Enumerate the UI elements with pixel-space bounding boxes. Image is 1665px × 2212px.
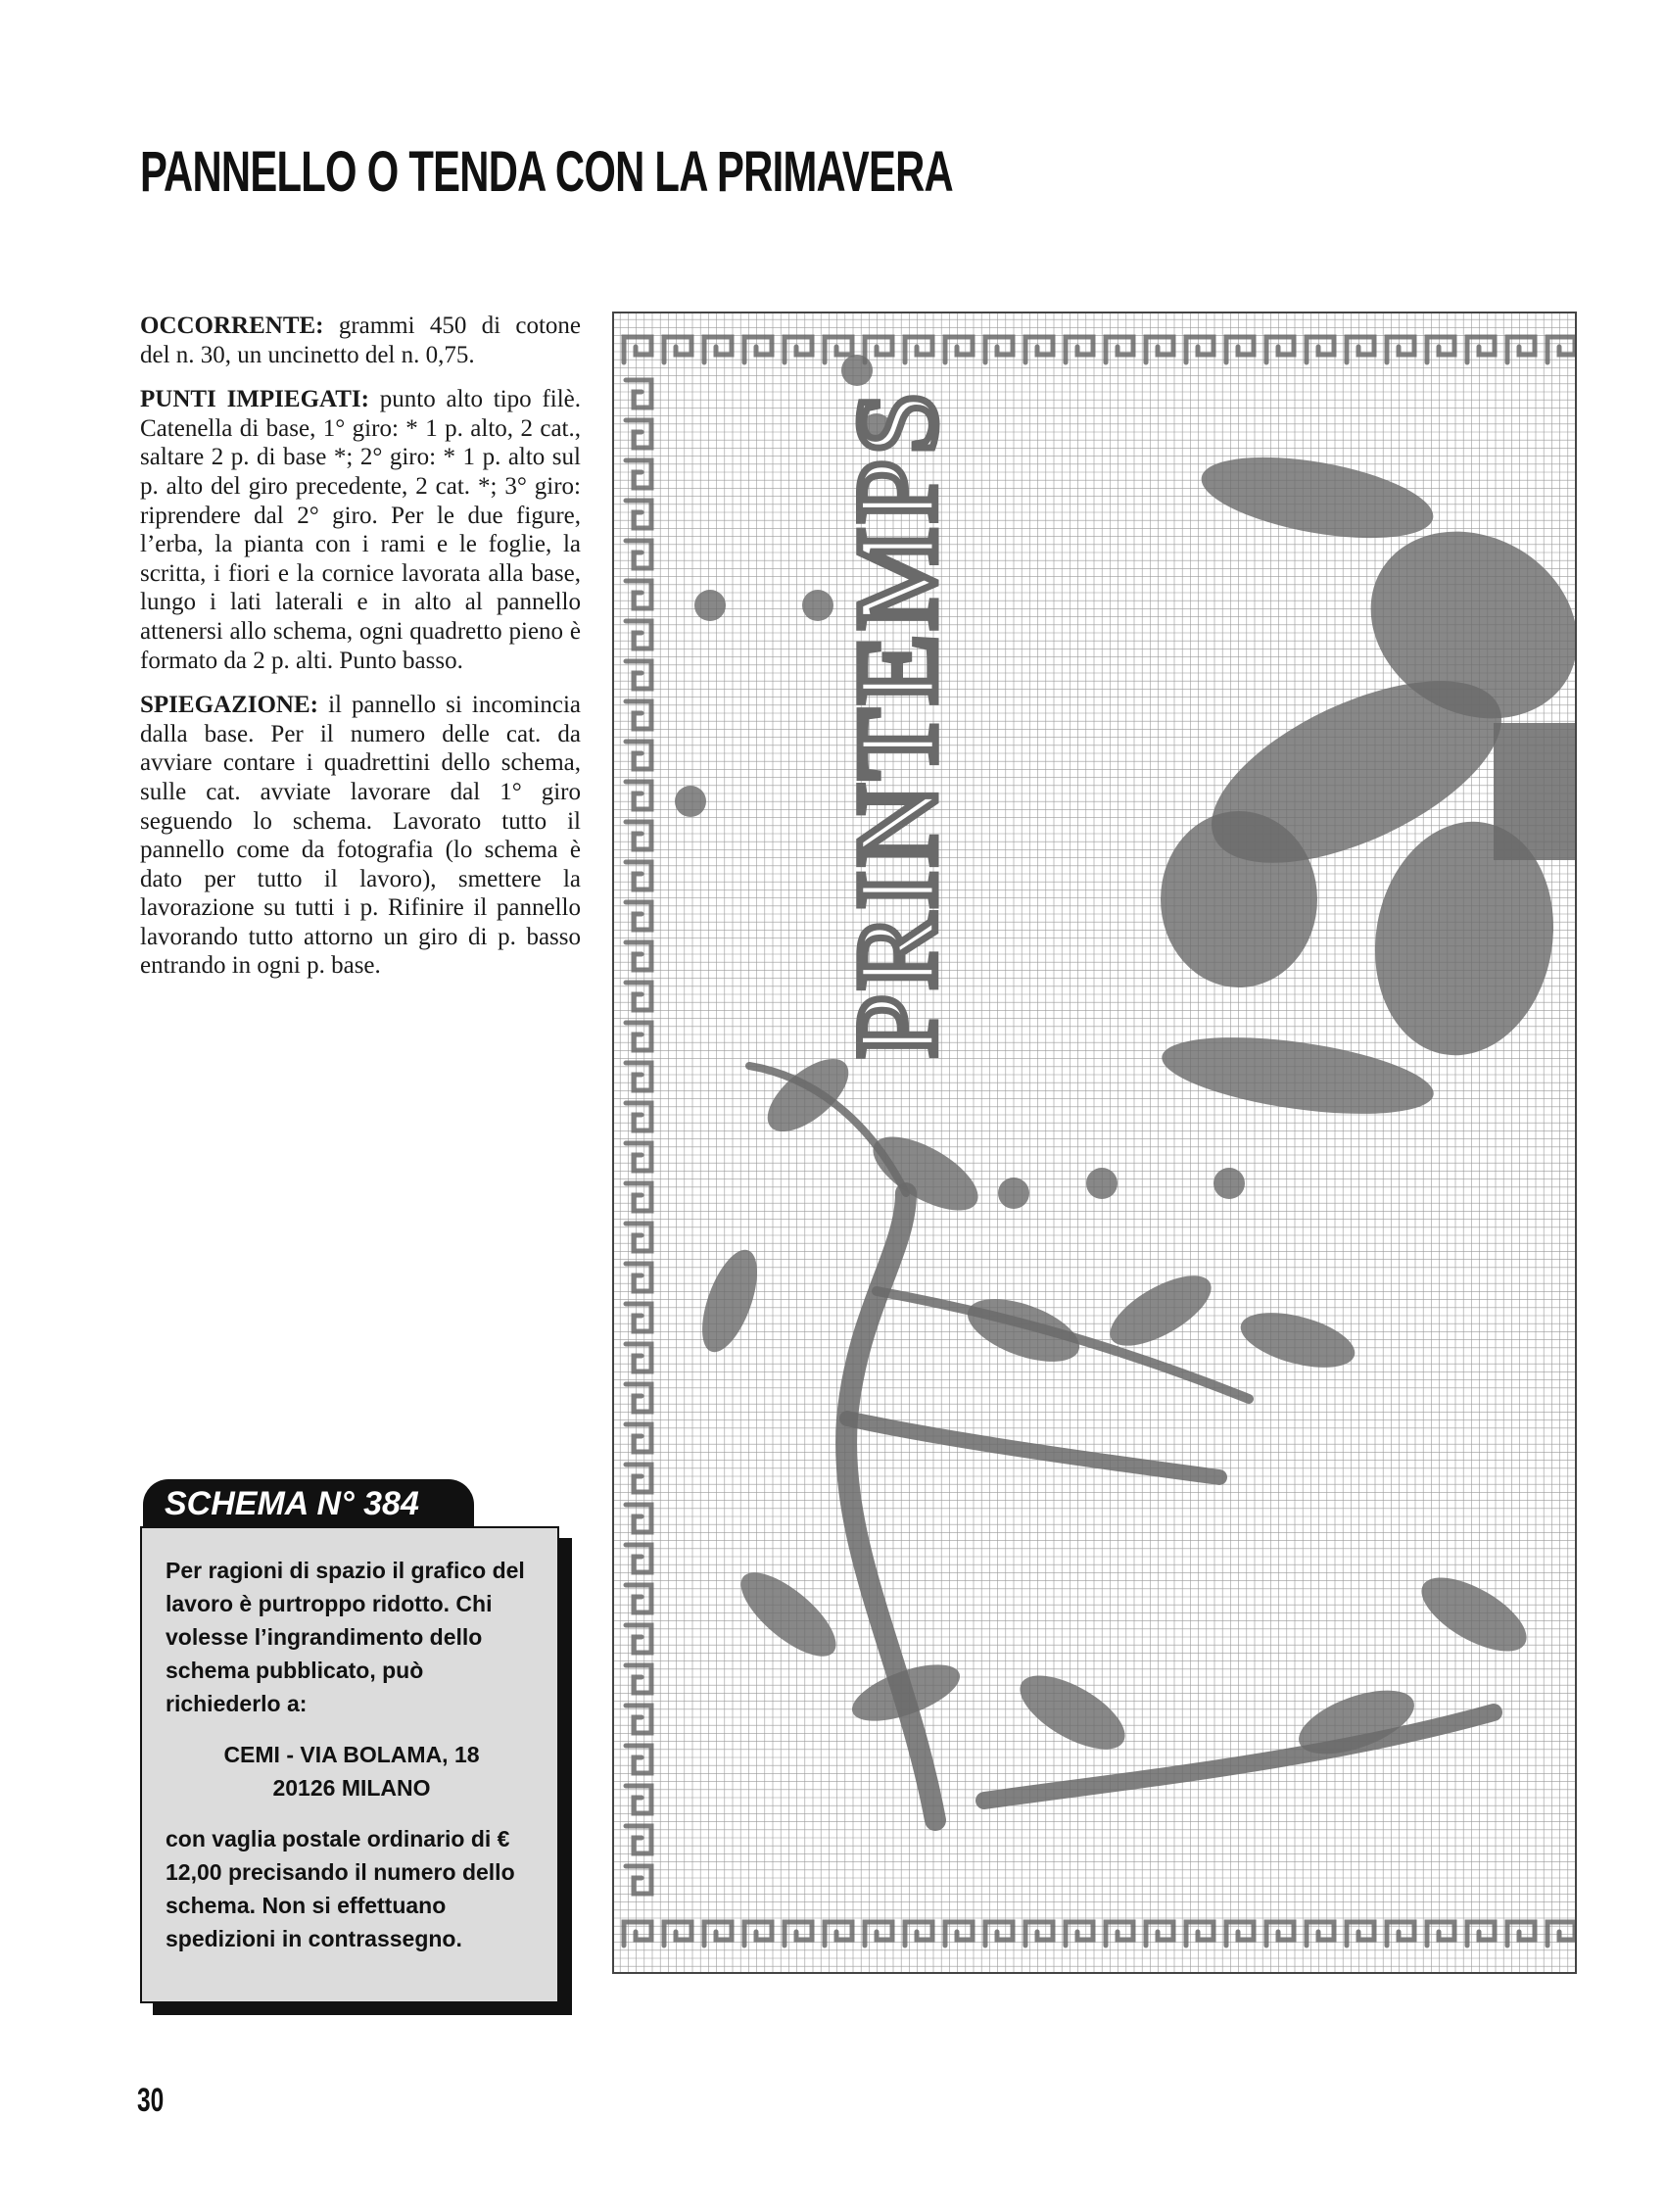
flower — [694, 590, 726, 621]
address-line-1: CEMI - VIA BOLAMA, 18 — [223, 1742, 480, 1767]
punti-label: PUNTI IMPIEGATI: — [140, 386, 369, 413]
spiegazione-label: SPIEGAZIONE: — [140, 692, 318, 719]
schema-box-address — [166, 1738, 538, 1804]
flower — [802, 590, 833, 621]
schema-box-para-1: Per ragioni di spazio il grafico del lavoro è purtroppo ridotto. Chi volesse l’ingrandimento dello schema pubblicato, può richiederlo a: — [166, 1558, 525, 1716]
page-title: PANNELLO O TENDA CON LA PRIMAVERA — [140, 140, 954, 204]
schema-tab — [143, 1479, 474, 1530]
spiegazione-paragraph — [140, 691, 581, 981]
flower — [1086, 1168, 1118, 1199]
occorrente-paragraph — [140, 312, 581, 369]
address-line-2: 20126 MILANO — [272, 1775, 431, 1801]
flower — [841, 355, 873, 386]
spiegazione-text: il pannello si incomincia dalla base. Per il numero delle cat. da avviare contare i quadrettini dello schema, sulle cat. avviate lavorare dal 1° giro seguendo lo schema. Lavorato tutto il pannello come da fotografia (lo schema è dato per tutto il lavoro), smettere la lavorazione su tutti i p. Rifinire il pannello lavorando tutto attorno un giro di p. basso entrando in ogni p. base. — [140, 692, 581, 980]
punti-text: punto alto tipo filè. Catenella di base, 1° giro: * 1 p. alto, 2 cat., saltare 2 p. di base *; 2° giro: * 1 p. alto sul p. alto del giro precedente, 2 cat. *; 3° giro: riprendere dal 2° giro. Per le due figure, l’erba, la pianta con i rami e le foglie, la scritta, i fiori e la cornice lavorata alla base, lungo i lati laterali e in alto al pannello attenersi allo schema, ogni quadretto pieno è formato da 2 p. alti. Punto basso. — [140, 386, 582, 674]
page-number: 30 — [137, 2082, 165, 2119]
flower — [1213, 1168, 1245, 1199]
flower — [675, 786, 706, 817]
chart-word — [832, 387, 961, 1058]
printemps-text: PRINTEMPS — [832, 387, 961, 1059]
punti-paragraph — [140, 385, 581, 675]
occorrente-text: grammi 450 di cotone del n. 30, un uncinetto del n. 0,75. — [140, 313, 582, 368]
instructions-column — [140, 312, 581, 996]
flower — [998, 1178, 1029, 1209]
schema-box-para-2: con vaglia postale ordinario di € 12,00 precisando il numero dello schema. Non si effettuano spedizioni in contrassegno. — [166, 1826, 515, 1951]
figure-side — [1494, 723, 1577, 860]
filet-chart — [612, 312, 1577, 1974]
schema-tab-label: SCHEMA N° 384 — [165, 1485, 419, 1522]
occorrente-label: OCCORRENTE: — [140, 313, 324, 339]
schema-box — [140, 1526, 559, 2003]
schema-box-content — [166, 1554, 538, 1973]
